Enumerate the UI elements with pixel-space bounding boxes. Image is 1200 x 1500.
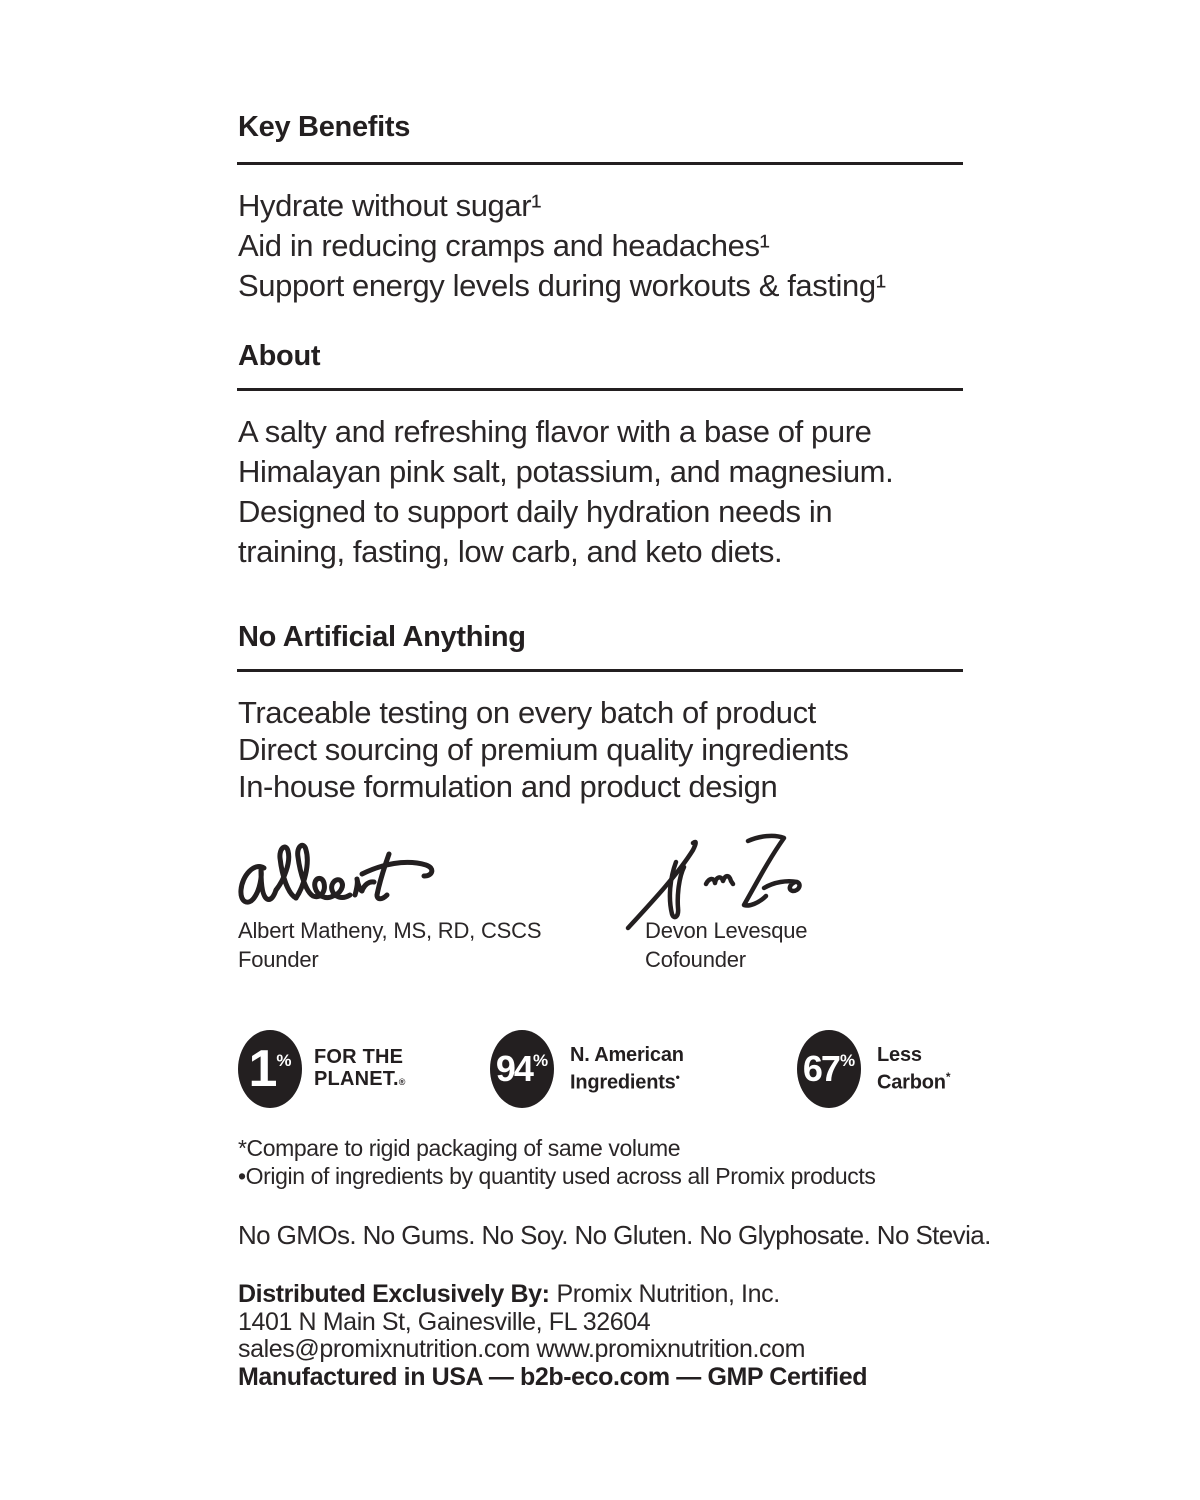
signer-role: Founder xyxy=(238,947,319,972)
no-artificial-item: Direct sourcing of premium quality ingredients xyxy=(238,732,849,767)
about-paragraph xyxy=(238,412,893,572)
distributed-by-label: Distributed Exclusively By: xyxy=(238,1280,550,1308)
badge-north-american-ingredients xyxy=(490,1030,684,1108)
no-artificial-item: In-house formulation and product design xyxy=(238,769,778,804)
badge-value: 1 xyxy=(248,1040,276,1098)
section-title-no-artificial: No Artificial Anything xyxy=(238,621,526,653)
badge-one-percent-for-the-planet xyxy=(238,1030,406,1108)
badge-label xyxy=(314,1046,406,1093)
key-benefits-list xyxy=(238,186,886,306)
distributor-company: Promix Nutrition, Inc. xyxy=(556,1280,780,1308)
signer-albert xyxy=(238,918,541,973)
signer-role: Cofounder xyxy=(645,947,746,972)
distributor-address: 1401 N Main St, Gainesville, FL 32604 xyxy=(238,1307,651,1336)
no-artificial-item: Traceable testing on every batch of product xyxy=(238,695,816,730)
footnote-origin: •Origin of ingredients by quantity used across all Promix products xyxy=(238,1163,876,1189)
benefit-item: Support energy levels during workouts & fasting¹ xyxy=(238,268,886,303)
percent-sign: % xyxy=(839,1051,856,1070)
registered-mark: ® xyxy=(398,1076,406,1087)
badge-label xyxy=(877,1044,950,1094)
badge-label xyxy=(570,1044,684,1094)
sixty-seven-percent-circle-icon xyxy=(797,1030,861,1108)
badge-label-line: N. American xyxy=(570,1044,684,1067)
signer-devon xyxy=(645,918,807,973)
badge-footnotes xyxy=(238,1134,875,1190)
footnote-compare: *Compare to rigid packaging of same volume xyxy=(238,1135,681,1161)
benefit-item: Aid in reducing cramps and headaches¹ xyxy=(238,228,770,263)
badge-label-line: Ingredients• xyxy=(570,1070,680,1094)
distributed-by-line xyxy=(238,1281,867,1309)
divider-rule-about xyxy=(237,388,963,391)
about-line: training, fasting, low carb, and keto diets. xyxy=(238,534,783,569)
one-percent-circle-icon xyxy=(238,1030,302,1108)
badge-value: 94 xyxy=(495,1048,532,1089)
albert-signature xyxy=(234,838,446,920)
no-claims-line: No GMOs. No Gums. No Soy. No Gluten. No Glyphosate. No Stevia. xyxy=(238,1220,991,1250)
percent-sign: % xyxy=(532,1051,549,1070)
no-artificial-list xyxy=(238,694,849,805)
percent-sign: % xyxy=(276,1051,292,1070)
badge-label-line: Less xyxy=(877,1044,922,1067)
distributor-contacts: sales@promixnutrition.com www.promixnutrition.com xyxy=(238,1335,806,1363)
badge-value: 67 xyxy=(802,1048,839,1089)
divider-rule-key-benefits xyxy=(237,162,963,165)
ninety-four-percent-circle-icon xyxy=(490,1030,554,1108)
divider-rule-no-artificial xyxy=(237,669,963,672)
footnote-marker: • xyxy=(675,1070,680,1085)
about-line: Himalayan pink salt, potassium, and magnesium. xyxy=(238,454,894,489)
footnote-marker: * xyxy=(945,1070,951,1085)
about-line: Designed to support daily hydration needs in xyxy=(238,494,833,529)
about-line: A salty and refreshing flavor with a base of pure xyxy=(238,414,872,449)
benefit-item: Hydrate without sugar¹ xyxy=(238,188,542,223)
badge-less-carbon xyxy=(797,1030,950,1108)
section-title-key-benefits: Key Benefits xyxy=(238,111,411,143)
signer-name: Devon Levesque xyxy=(645,918,808,943)
section-title-about: About xyxy=(238,340,321,372)
badge-label-line: PLANET.® xyxy=(314,1067,406,1090)
badge-label-line: FOR THE xyxy=(314,1045,404,1068)
manufactured-line: Manufactured in USA — b2b-eco.com — GMP Certified xyxy=(238,1362,868,1391)
distribution-block xyxy=(238,1281,867,1391)
badge-label-line: Carbon* xyxy=(877,1070,951,1094)
signer-name: Albert Matheny, MS, RD, CSCS xyxy=(238,918,542,943)
